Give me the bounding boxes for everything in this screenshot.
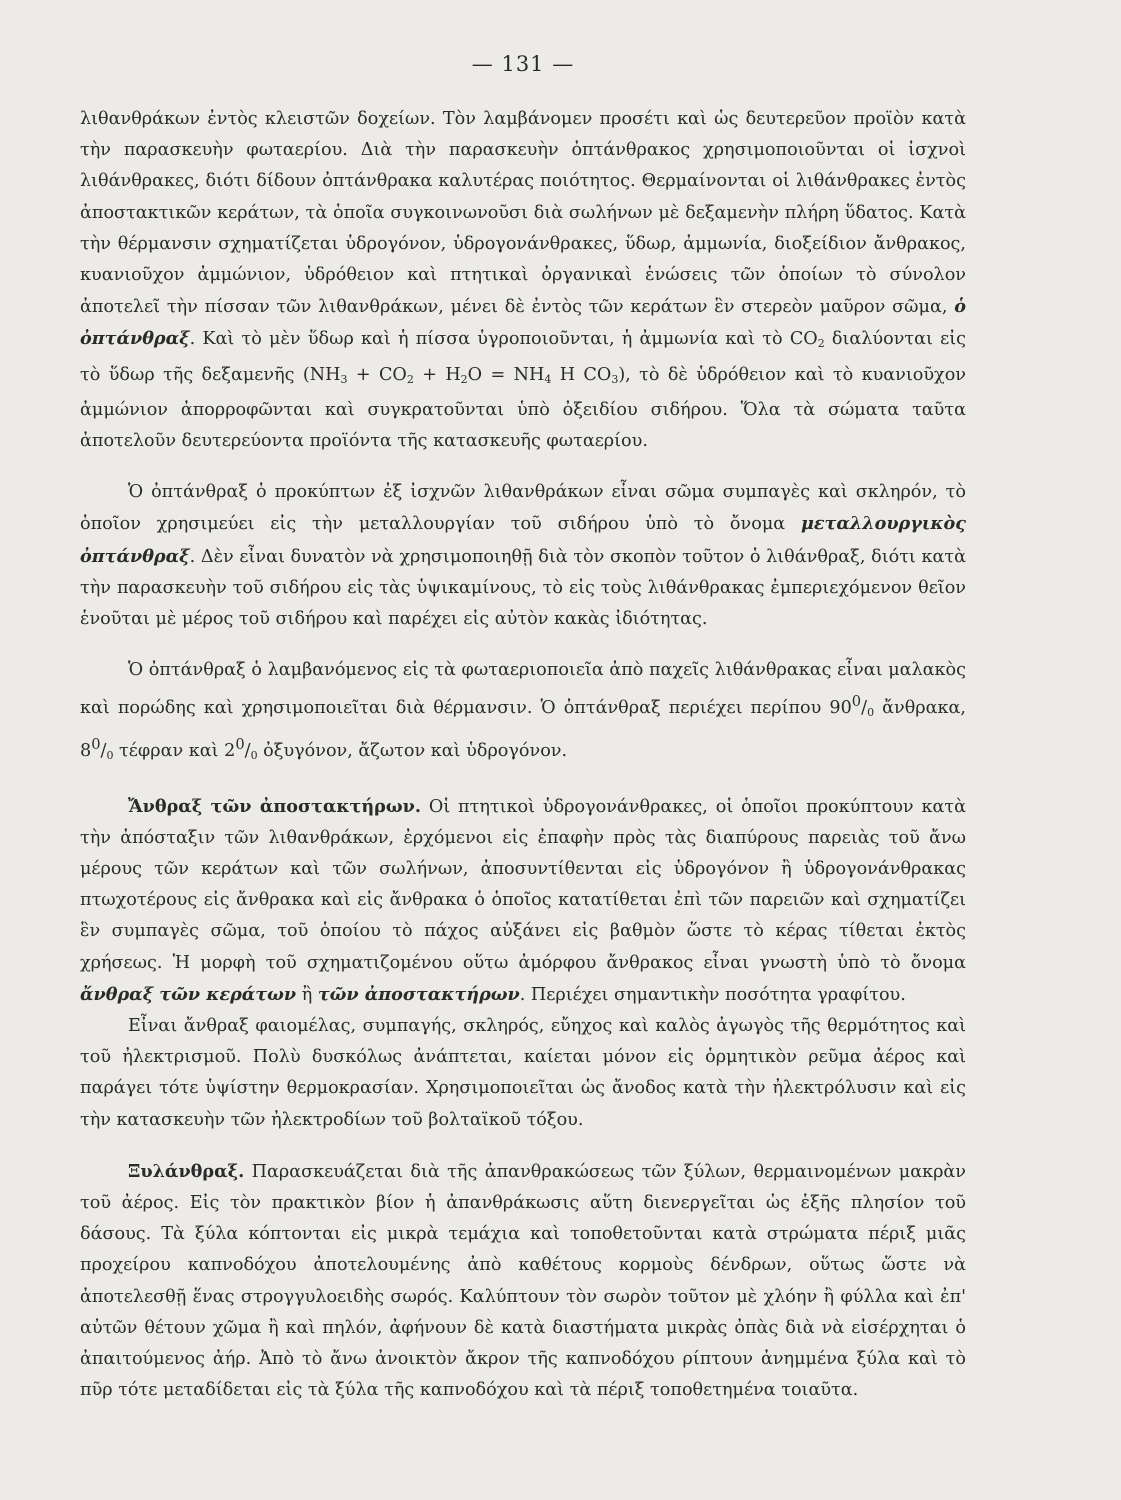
paragraph [80, 104, 966, 457]
text-segment: / [244, 740, 251, 761]
text-segment: . Δὲν εἶναι δυνατὸν νὰ χρησιμοποιηθῇ διὰ τὸν σκοπὸν τοῦτον ὁ λιθάνθραξ, διότι κατὰ τὴν παρασκευὴν τοῦ σιδήρου εἰς τὰς ὑψικαμίνους, τὸ εἰς τοὺς λιθάνθρακας ἐμπεριεχόμενον θεῖον ἑνοῦται μὲ μέρος τοῦ σιδήρου καὶ παρέχει εἰς αὐτὸν κακὰς ἰδιότητας. [80, 546, 966, 630]
text-segment: ὀξυγόνον, ἄζωτον καὶ ὑδρογόνον. [257, 740, 568, 761]
text-segment: Ὁ ὀπτάνθραξ ὁ λαμβανόμενος εἰς τὰ φωταεριοποιεῖα ἀπὸ παχεῖς λιθάνθρακας εἶναι μαλακὸς καὶ πορώδης καὶ χρησιμοποιεῖται διὰ θέρμανσιν. Ὁ ὀπτάνθραξ περιέχει περίπου 90 [80, 660, 966, 719]
text-segment: λιθανθράκων ἐντὸς κλειστῶν δοχείων. Τὸν λαμβάνομεν προσέτι καὶ ὡς δευτερεῦον προϊὸν κατὰ τὴν παρασκευὴν φωταερίου. Διὰ τὴν παρασκευὴν ὀπτάνθρακος χρησιμοποιοῦνται οἱ ἰσχνοὶ λιθάνθρακες, διότι δίδουν ὀπτάνθρακα καλυτέρας ποιότητος. Θερμαίνονται οἱ λιθάνθρακες ἐντὸς ἀποστακτικῶν κεράτων, τὰ ὁποῖα συγκοινωνοῦσι διὰ σωλήνων μὲ δεξαμενὴν πλήρη ὕδατος. Κατὰ τὴν θέρμανσιν σχηματίζεται ὑδρογόνον, ὑδρογονάνθρακες, ὕδωρ, ἀμμωνία, διοξείδιον ἄνθρακος, κυανιοῦχον ἀμμώνιον, ὑδρόθειον καὶ πτητικαὶ ὀργανικαὶ ἑνώσεις τῶν ὁποίων τὸ σύνολον ἀποτελεῖ τὴν πίσσαν τῶν λιθανθράκων, μένει δὲ ἐντὸς τῶν κεράτων ἓν στερεὸν μαῦρον σῶμα, [80, 109, 966, 318]
text-sup: 0 [851, 693, 862, 711]
text-segment: Εἶναι ἄνθραξ φαιομέλας, συμπαγής, σκληρός, εὔηχος καὶ καλὸς ἀγωγὸς τῆς θερμότητος καὶ τοῦ ἠλεκτρισμοῦ. Πολὺ δυσκόλως ἀνάπτεται, καίεται μόνον εἰς ὁρμητικὸν ρεῦμα ἀέρος καὶ παράγει τότε ὑψίστην θερμοκρασίαν. Χρησιμοποιεῖται ὡς ἄνοδος κατὰ τὴν ἠλεκτρόλυσιν καὶ εἰς τὴν κατασκευὴν τῶν ἠλεκτροδίων τοῦ βολταϊκοῦ τόξου. [80, 1016, 966, 1130]
paragraph [80, 791, 966, 1011]
text-segment: διαλύονται εἰς τὸ ὕδωρ τῆς δεξαμενῆς (NH [80, 329, 966, 385]
text-segment: τέφραν καὶ 2 [113, 740, 236, 761]
text-segment: . Περιέχει σημαντικὴν ποσότητα γραφίτου. [519, 984, 906, 1005]
page-number: — 131 — [471, 52, 575, 76]
paragraph [80, 1011, 966, 1136]
text-segment: H CO [551, 364, 612, 385]
text-segment: ἄνθρακα, 8 [80, 698, 967, 761]
text-sub: 3 [340, 372, 348, 386]
text-segment: ), τὸ δὲ ὑδρόθειον καὶ τὸ κυανιοῦχον ἀμμώνιον ἀπορροφῶνται καὶ συγκρατοῦνται ὑπὸ ὀξειδίου σιδήρου. Ὅλα τὰ σώματα ταῦτα ἀποτελοῦν δευτερεύοντα προϊόντα τῆς κατασκευῆς φωταερίου. [80, 364, 966, 452]
text-segment: / [100, 740, 107, 761]
text-sub: 0 [250, 748, 258, 762]
text-sub: 0 [106, 748, 114, 762]
text-segment: . Καὶ τὸ μὲν ὕδωρ καὶ ἡ πίσσα ὑγροποιοῦνται, ἡ ἀμμωνία καὶ τὸ CO [189, 329, 818, 350]
paragraph [80, 477, 966, 635]
text-segment: + CO [347, 364, 407, 385]
text-segment: + H [413, 364, 461, 385]
text-bi: ὁ ὀπτάνθραξ [80, 296, 966, 350]
text-sub: 4 [544, 372, 552, 386]
text-sub: 2 [460, 372, 468, 386]
text-segment: O = NH [467, 364, 545, 385]
text-segment: Παρασκευάζεται διὰ τῆς ἀπανθρακώσεως τῶν ξύλων, θερμαινομένων μακρὰν τοῦ ἀέρος. Εἰς τὸν πρακτικὸν βίον ἡ ἀπανθράκωσις αὕτη διενεργεῖται ὡς ἑξῆς πλησίον τοῦ δάσους. Τὰ ξύλα κόπτονται εἰς μικρὰ τεμάχια καὶ τοποθετοῦνται κατὰ στρώματα πέριξ μιᾶς προχείρου καπνοδόχου ἀποτελουμένης ἀπὸ καθέτους κορμοὺς δένδρων, οὕτως ὥστε νὰ ἀποτελεσθῇ ἕνας στρογγυλοειδὴς σωρός. Καλύπτουν τὸν σωρὸν τοῦτον μὲ χλόην ἢ φύλλα καὶ ἐπ' αὐτῶν θέτουν χῶμα ἢ καὶ πηλόν, ἀφήνουν δὲ κατὰ διαστήματα μικρὰς ὀπὰς διὰ νὰ εἰσέρχηται ὁ ἀπαιτούμενος ἀήρ. Ἀπὸ τὸ ἄνω ἀνοικτὸν ἄκρον τῆς καπνοδόχου ρίπτουν ἀνημμένα ξύλα καὶ τὸ πῦρ τότε μεταδίδεται εἰς τὰ ξύλα τῆς καπνοδόχου καὶ τὰ πέριξ τοποθετημένα τοιαῦτα. [80, 1161, 966, 1401]
text-segment: Οἱ πτητικοὶ ὑδρογονάνθρακες, οἱ ὁποῖοι προκύπτουν κατὰ τὴν ἀπόσταξιν τῶν λιθανθράκων, ἐρχόμενοι εἰς ἐπαφὴν πρὸς τὰς διαπύρους παρειὰς τοῦ ἄνω μέρους τῶν κεράτων καὶ τῶν σωλήνων, ἀποσυντίθενται εἰς ὑδρογόνον ἢ ὑδρογονάνθρακας πτωχοτέρους εἰς ἄνθρακα καὶ εἰς ἄνθρακα ὁ ὁποῖος κατατίθεται ἐπὶ τῶν παρειῶν καὶ σχηματίζει ἓν συμπαγὲς σῶμα, τοῦ ὁποίου τὸ πάχος αὐξάνει εἰς βαθμὸν ὥστε τὸ κέρας τίθεται ἐκτὸς χρήσεως. Ἡ μορφὴ τοῦ σχηματιζομένου οὕτω ἀμόρφου ἄνθρακος εἶναι γνωστὴ ὑπὸ τὸ ὄνομα [80, 796, 966, 973]
text-bi: τῶν ἀποστακτήρων [317, 983, 520, 1005]
text-segment: ἢ [296, 984, 318, 1005]
text-sup: 0 [235, 735, 245, 753]
text-bi: μεταλλουργικὸς ὀπτάνθραξ [80, 513, 966, 567]
text-segment: / [861, 698, 868, 719]
text-bi: ἄνθραξ τῶν κεράτων [80, 983, 297, 1005]
paragraph [80, 655, 966, 770]
page-body [80, 104, 966, 1406]
text-bold: Ἄνθραξ τῶν ἀποστακτήρων. [128, 795, 421, 817]
text-sub: 2 [817, 337, 825, 351]
text-sub: 0 [867, 706, 875, 720]
text-sub: 3 [611, 372, 619, 386]
text-segment: Ὁ ὀπτάνθραξ ὁ προκύπτων ἐξ ἰσχνῶν λιθανθράκων εἶναι σῶμα συμπαγὲς καὶ σκληρόν, τὸ ὁποῖον χρησιμεύει εἰς τὴν μεταλλουργίαν τοῦ σιδήρου ὑπὸ τὸ ὄνομα [80, 482, 966, 535]
paragraph [80, 1156, 966, 1407]
text-sub: 2 [406, 372, 414, 386]
text-sup: 0 [91, 735, 101, 753]
text-bold: Ξυλάνθραξ. [128, 1160, 245, 1182]
